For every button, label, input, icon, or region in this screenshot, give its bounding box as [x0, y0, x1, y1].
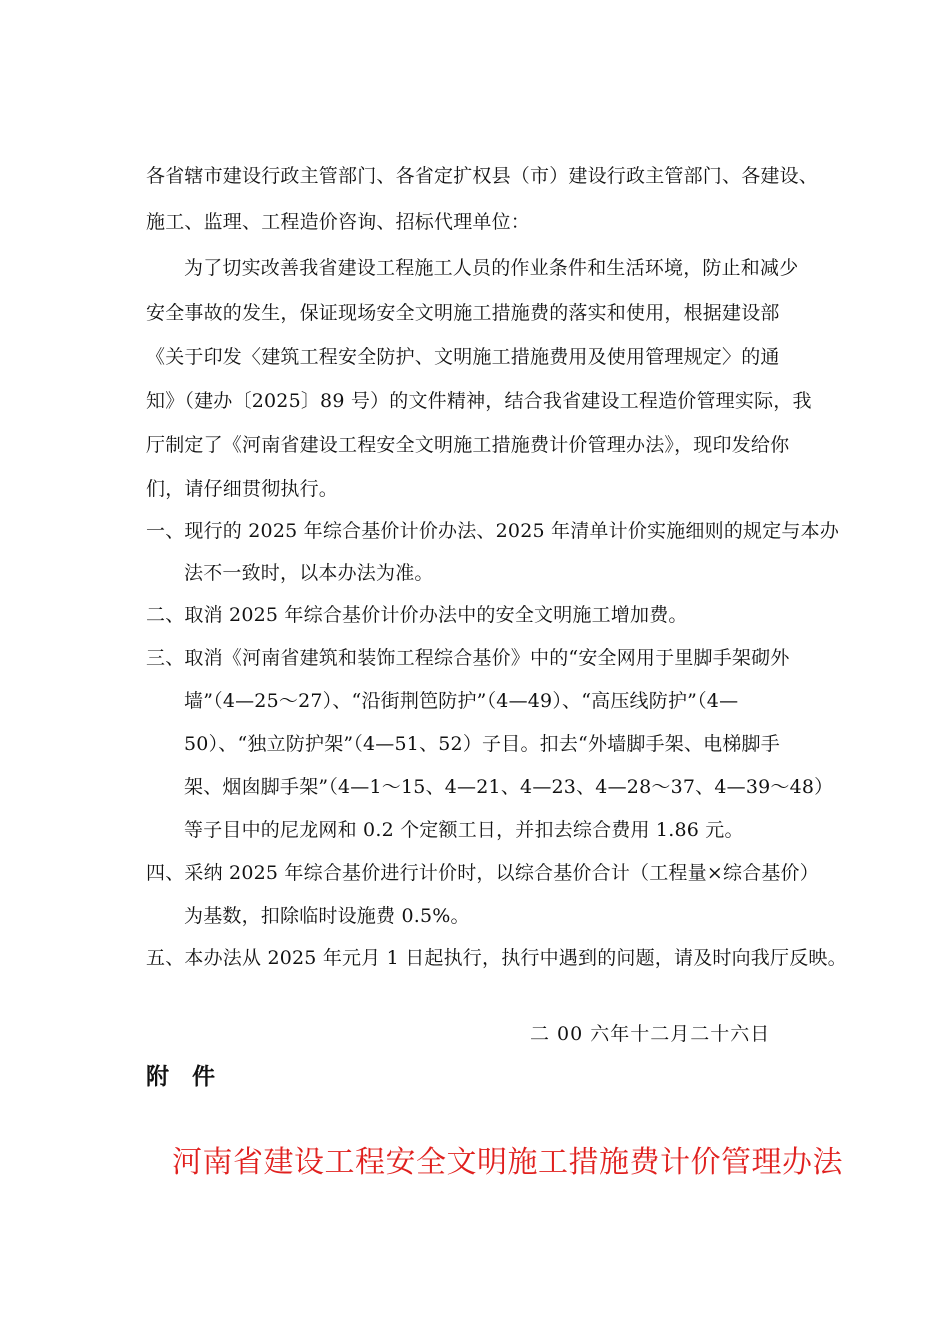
item-line-1: 一、现行的 2025 年综合基价计价办法、2025 年清单计价实施细则的规定与本办: [146, 520, 840, 542]
item-line-6: 50）、“独立防护架”（4—51、52）子目。扣去“外墙脚手架、电梯脚手: [184, 733, 780, 755]
item-line-3: 二、取消 2025 年综合基价计价办法中的安全文明施工增加费。: [146, 604, 688, 626]
intro-line-3: 《关于印发〈建筑工程安全防护、文明施工措施费用及使用管理规定〉的通: [146, 346, 780, 368]
intro-line-4: 知》（建办〔2025〕89 号）的文件精神，结合我省建设工程造价管理实际，我: [146, 390, 812, 412]
item-line-9: 四、采纳 2025 年综合基价进行计价时，以综合基价合计（工程量×综合基价）: [146, 862, 819, 884]
item-line-2: 法不一致时，以本办法为准。: [184, 562, 434, 584]
item-line-4: 三、取消《河南省建筑和装饰工程综合基价》中的“安全网用于里脚手架砌外: [146, 647, 790, 669]
intro-line-2: 安全事故的发生，保证现场安全文明施工措施费的落实和使用，根据建设部: [146, 302, 780, 324]
greeting-line-1: 各省辖市建设行政主管部门、各省定扩权县（市）建设行政主管部门、各建设、: [146, 165, 819, 187]
item-line-10: 为基数，扣除临时设施费 0.5%。: [184, 905, 470, 927]
intro-line-1: 为了切实改善我省建设工程施工人员的作业条件和生活环境，防止和减少: [184, 257, 799, 279]
item-line-11: 五、本办法从 2025 年元月 1 日起执行，执行中遇到的问题，请及时向我厅反映。: [146, 947, 847, 969]
attachment-label: 附 件: [146, 1064, 215, 1090]
item-line-5: 墙”（4—25～27）、“沿街荆笆防护”（4—49）、“高压线防护”（4—: [184, 690, 739, 712]
item-line-7: 架、烟囱脚手架”（4—1～15、4—21、4—23、4—28～37、4—39～48）: [184, 776, 834, 798]
intro-line-5: 厅制定了《河南省建设工程安全文明施工措施费计价管理办法》，现印发给你: [146, 434, 790, 456]
attachment-title: 河南省建设工程安全文明施工措施费计价管理办法: [172, 1145, 843, 1180]
intro-line-6: 们，请仔细贯彻执行。: [146, 478, 339, 500]
item-line-8: 等子目中的尼龙网和 0.2 个定额工日，并扣去综合费用 1.86 元。: [184, 819, 744, 841]
greeting-line-2: 施工、监理、工程造价咨询、招标代理单位：: [146, 211, 531, 233]
document-date: 二 00 六年十二月二十六日: [530, 1023, 771, 1045]
